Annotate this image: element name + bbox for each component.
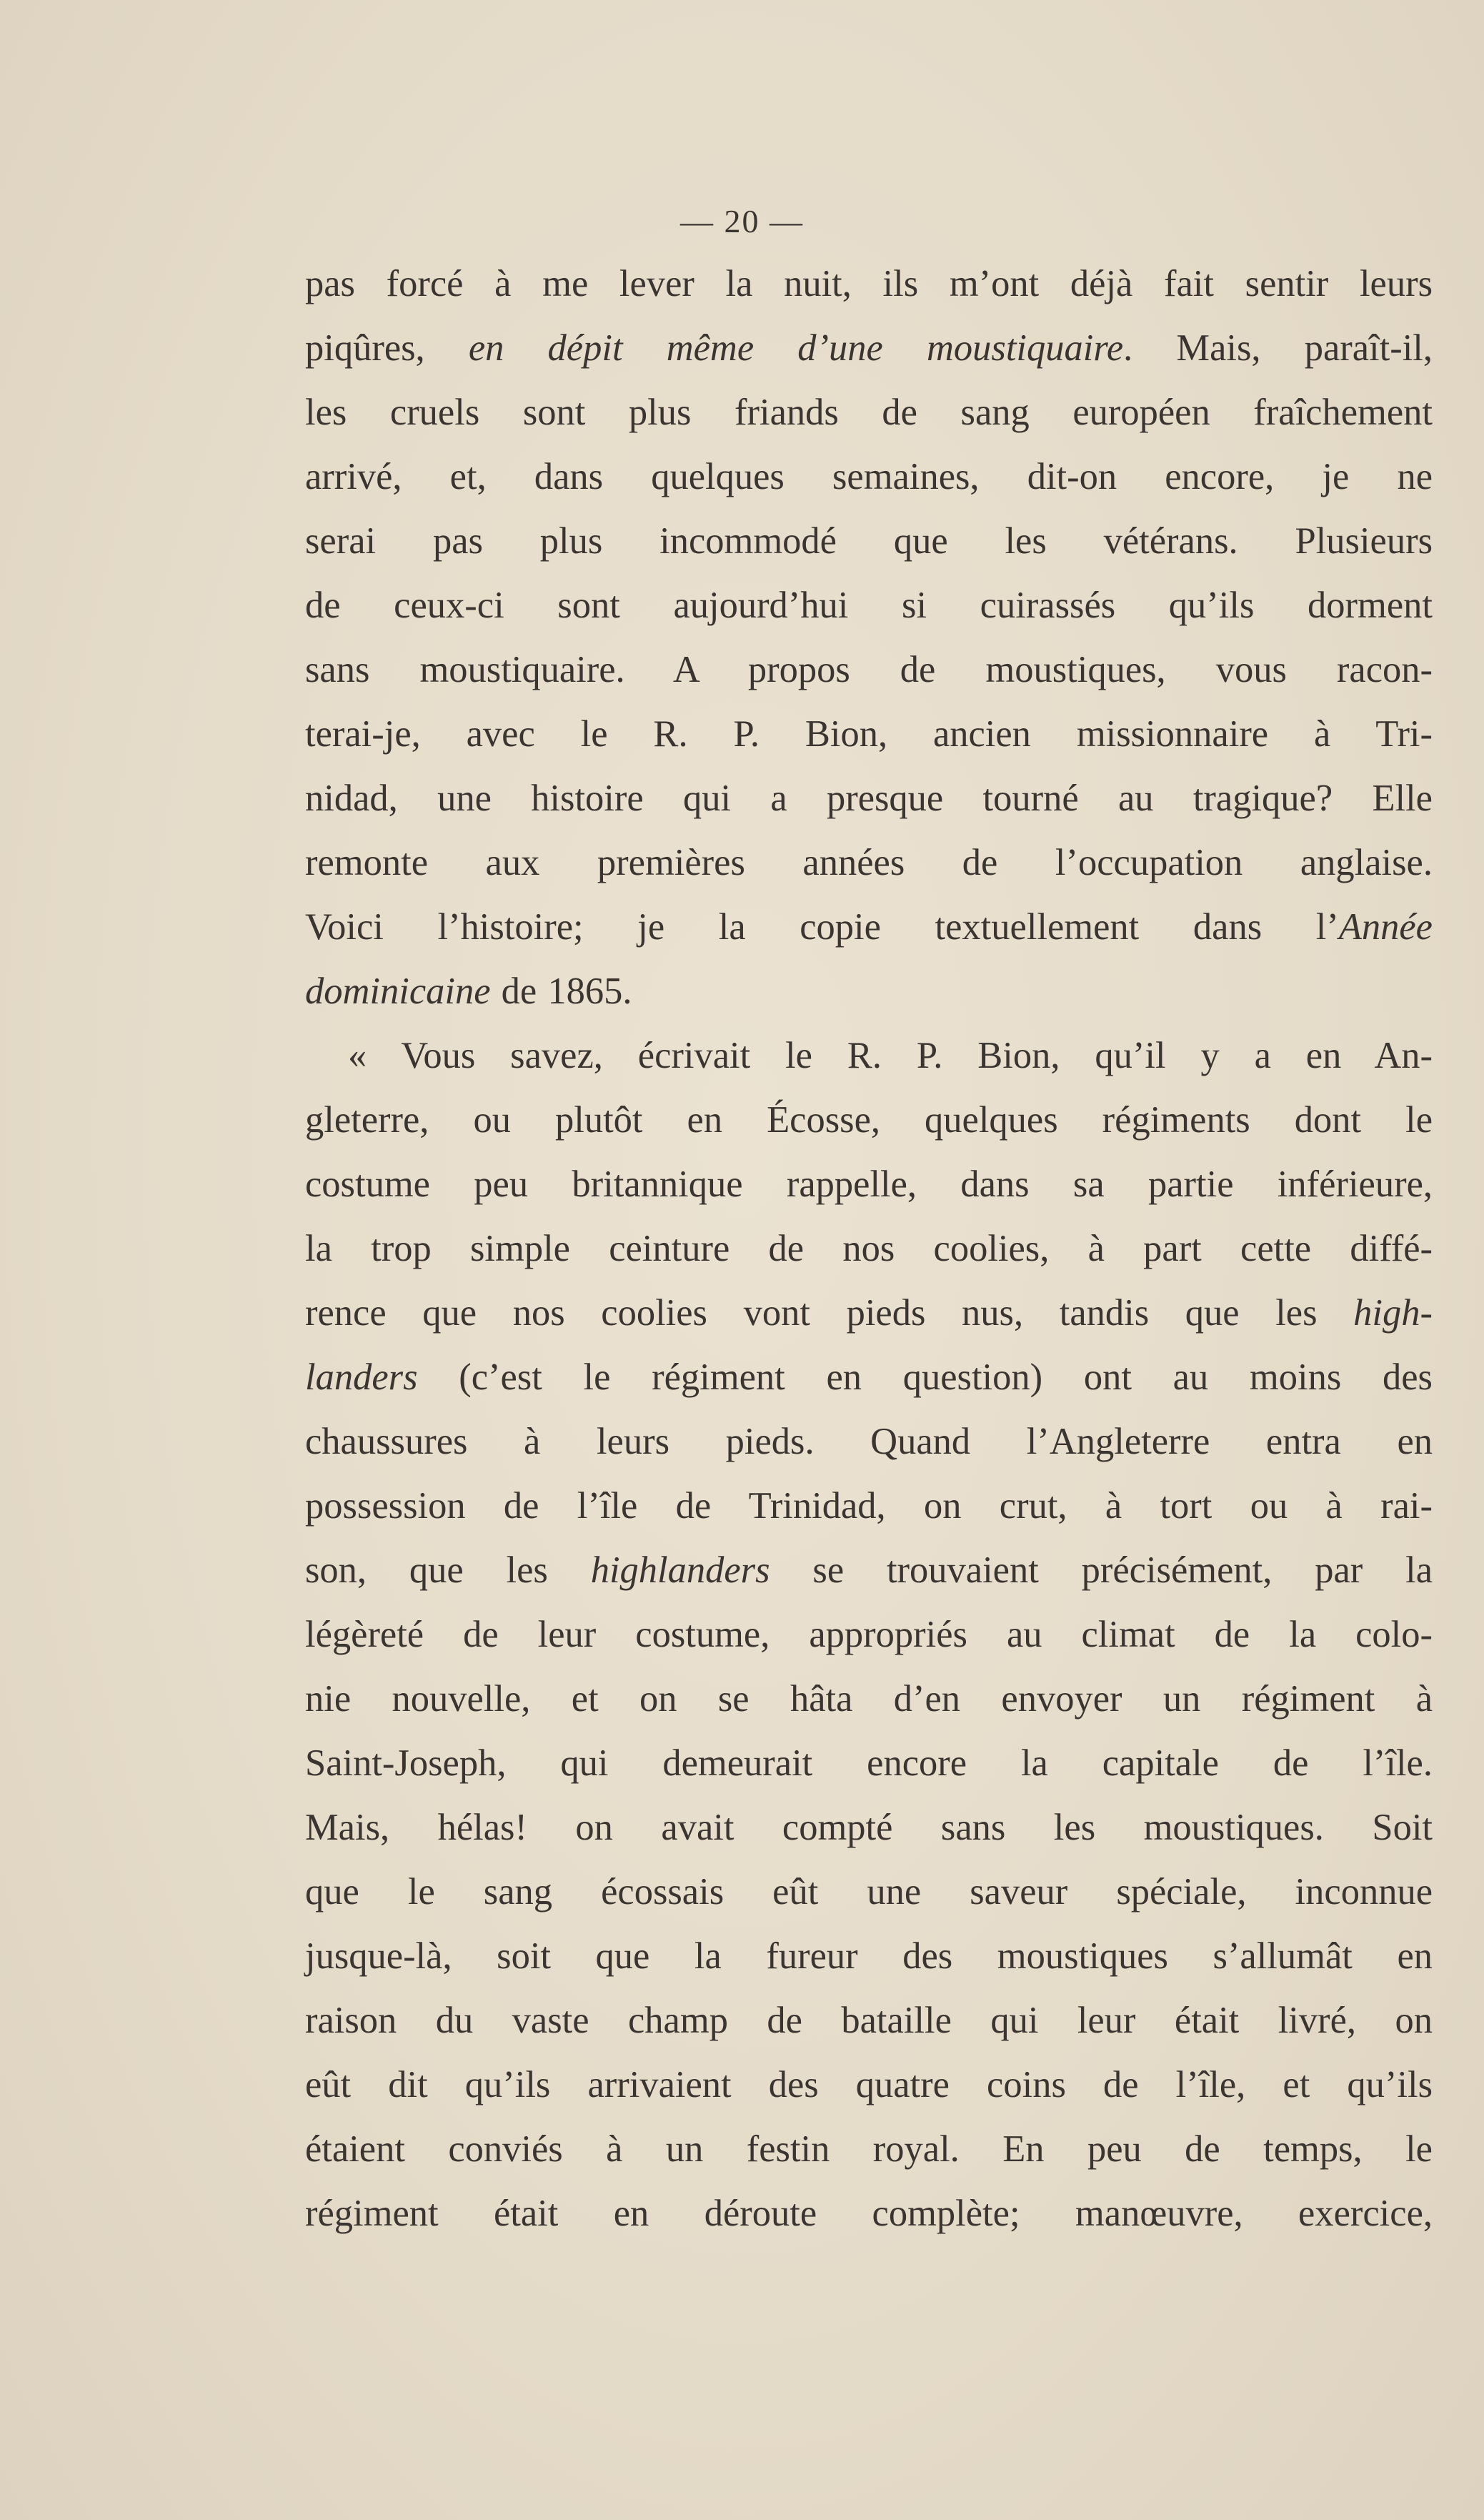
text-line <box>305 316 1433 380</box>
text-segment: Mais, hélas! on avait compté sans les moustiques. Soit <box>305 1807 1433 1848</box>
text-segment: costume peu britannique rappelle, dans sa partie inférieure, <box>305 1164 1433 1205</box>
text-segment: (c’est le régiment en question) ont au moins des <box>417 1356 1433 1398</box>
text-line <box>305 959 1433 1023</box>
text-line <box>305 1538 1433 1602</box>
italic-text: en dépit même d’une moustiquaire <box>468 327 1124 369</box>
text-segment: possession de l’île de Trinidad, on crut, à tort ou à rai- <box>305 1485 1433 1527</box>
text-segment: étaient conviés à un festin royal. En peu de temps, le <box>305 2128 1433 2170</box>
page-number: — 20 — <box>680 203 804 239</box>
text-segment: gleterre, ou plutôt en Écosse, quelques régiments dont le <box>305 1099 1433 1141</box>
text-line <box>305 1924 1433 1988</box>
text-segment: de 1865. <box>490 971 632 1012</box>
text-segment: piqûres, <box>305 327 469 369</box>
text-line <box>305 895 1433 959</box>
text-segment: jusque-là, soit que la fureur des moustiques s’allumât en <box>305 1935 1433 1977</box>
text-line <box>305 1474 1433 1538</box>
text-segment: . Mais, paraît-il, <box>1123 327 1433 369</box>
italic-text: highlanders <box>590 1549 770 1591</box>
text-line <box>305 702 1433 766</box>
text-line <box>305 509 1433 573</box>
text-segment: de ceux-ci sont aujourd’hui si cuirassés qu’ils dorment <box>305 585 1433 626</box>
text-segment: « Vous savez, écrivait le R. P. Bion, qu’il y a en An- <box>348 1035 1433 1076</box>
text-line <box>305 2117 1433 2181</box>
text-segment: régiment était en déroute complète; manœuvre, exercice, <box>305 2193 1433 2234</box>
text-segment: chaussures à leurs pieds. Quand l’Angleterre entra en <box>305 1421 1433 1462</box>
text-segment: nie nouvelle, et on se hâta d’en envoyer un régiment à <box>305 1678 1433 1720</box>
text-segment: terai-je, avec le R. P. Bion, ancien missionnaire à Tri- <box>305 713 1433 755</box>
text-segment: serai pas plus incommodé que les vétérans. Plusieurs <box>305 520 1433 562</box>
text-line <box>305 766 1433 830</box>
text-line <box>305 1023 1433 1088</box>
text-line <box>305 1281 1433 1345</box>
text-segment: sans moustiquaire. A propos de moustiques, vous racon- <box>305 649 1433 690</box>
text-line <box>305 1988 1433 2053</box>
text-line <box>305 1731 1433 1795</box>
text-segment: rence que nos coolies vont pieds nus, tandis que les <box>305 1292 1354 1334</box>
text-segment: se trouvaient précisément, par la <box>770 1549 1433 1591</box>
body-text <box>305 252 1433 2246</box>
text-segment: Voici l’histoire; je la copie textuellement dans l’ <box>305 906 1339 948</box>
text-segment: que le sang écossais eût une saveur spéciale, inconnue <box>305 1871 1433 1913</box>
italic-text: high- <box>1353 1292 1433 1334</box>
text-segment: remonte aux premières années de l’occupation anglaise. <box>305 842 1433 883</box>
text-segment: les cruels sont plus friands de sang européen fraîchement <box>305 392 1433 433</box>
text-line <box>305 1795 1433 1860</box>
text-segment: eût dit qu’ils arrivaient des quatre coins de l’île, et qu’ils <box>305 2064 1433 2105</box>
text-segment: légèreté de leur costume, appropriés au climat de la colo- <box>305 1614 1433 1655</box>
text-line <box>305 1409 1433 1474</box>
text-segment: raison du vaste champ de bataille qui leur était livré, on <box>305 2000 1433 2041</box>
italic-text: landers <box>305 1356 418 1398</box>
text-segment: son, que les <box>305 1549 591 1591</box>
text-line <box>305 1602 1433 1667</box>
text-segment: nidad, une histoire qui a presque tourné au tragique? Elle <box>305 778 1433 819</box>
text-segment: Saint-Joseph, qui demeurait encore la capitale de l’île. <box>305 1742 1433 1784</box>
text-line <box>305 2181 1433 2246</box>
italic-text: Année <box>1338 906 1433 948</box>
text-line <box>305 1216 1433 1281</box>
text-segment: pas forcé à me lever la nuit, ils m’ont déjà fait sentir leurs <box>305 263 1433 304</box>
text-line <box>305 1860 1433 1924</box>
text-segment: arrivé, et, dans quelques semaines, dit-on encore, je ne <box>305 456 1433 497</box>
text-line <box>305 380 1433 445</box>
text-line <box>305 573 1433 638</box>
text-line <box>305 1152 1433 1216</box>
text-line <box>305 830 1433 895</box>
italic-text: dominicaine <box>305 971 491 1012</box>
text-line <box>305 1088 1433 1152</box>
text-line <box>305 1345 1433 1409</box>
text-line <box>305 445 1433 509</box>
text-line <box>305 252 1433 316</box>
text-line <box>305 638 1433 702</box>
text-line <box>305 2053 1433 2117</box>
text-segment: la trop simple ceinture de nos coolies, à part cette diffé- <box>305 1228 1433 1269</box>
text-line <box>305 1667 1433 1731</box>
